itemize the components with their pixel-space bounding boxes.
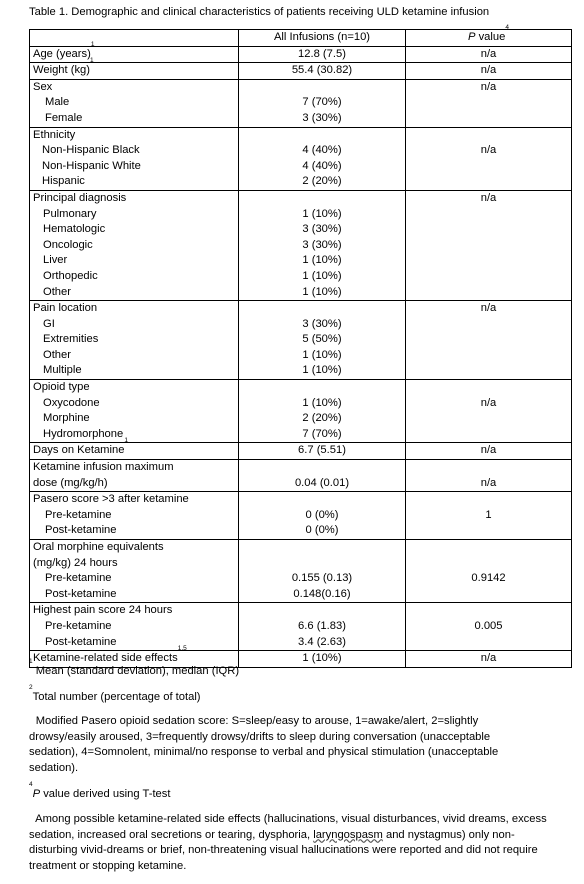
- row-label: Highest pain score 24 hours Pre-ketamine Post-ketamine: [30, 603, 239, 651]
- row-label: Ethnicity Non-Hispanic Black Non-Hispanic White Hispanic: [30, 127, 239, 190]
- row-p-value: n/a: [406, 380, 572, 443]
- table-row-pain-score: [30, 603, 572, 651]
- table-row-pain-location: [30, 301, 572, 380]
- row-label: Weight (kg)$^1$: [30, 63, 239, 80]
- header-empty-cell: [30, 30, 239, 47]
- row-label: Pain location GI Extremities Other Multiple: [30, 301, 239, 380]
- table-row-pasero-score: [30, 492, 572, 540]
- row-value: 0 (0%) 0 (0%): [239, 492, 406, 540]
- row-p-value: n/a: [406, 301, 572, 380]
- row-p-value: n/a: [406, 63, 572, 80]
- row-value: 6.6 (1.83) 3.4 (2.63): [239, 603, 406, 651]
- table-row-ethnicity: [30, 127, 572, 190]
- row-label: Pasero score >3 after ketamine Pre-ketamine Post-ketamine: [30, 492, 239, 540]
- footnote-1: $^1$ Mean (standard deviation), median (IQR): [29, 658, 240, 677]
- row-label: Opioid type Oxycodone Morphine Hydromorphone: [30, 380, 239, 443]
- row-label: Sex Male Female: [30, 79, 239, 127]
- row-value: 0.155 (0.13) 0.148(0.16): [239, 540, 406, 603]
- spellcheck-word: laryngospasm: [313, 828, 383, 841]
- row-value: 6.7 (5.51): [239, 443, 406, 460]
- row-p-value: n/a: [406, 46, 572, 63]
- row-label: Days on Ketamine$^1$: [30, 443, 239, 460]
- row-p-value: n/a: [406, 190, 572, 300]
- header-all-infusions: All Infusions (n=10): [239, 30, 406, 47]
- row-label: Principal diagnosis Pulmonary Hematologic Oncologic Liver Orthopedic Other: [30, 190, 239, 300]
- row-label: Ketamine-related side effects$^{1,5}$: [30, 651, 239, 668]
- table-row-oral-morphine: [30, 540, 572, 603]
- table-row-age: [30, 46, 572, 63]
- row-value: 55.4 (30.82): [239, 63, 406, 80]
- row-p-value: n/a: [406, 443, 572, 460]
- header-p-value: P value$^4$: [406, 30, 572, 47]
- row-p-value: n/a: [406, 651, 572, 668]
- row-value: 4 (40%) 4 (40%) 2 (20%): [239, 127, 406, 190]
- row-p-value: 0.005: [406, 603, 572, 651]
- row-value: 7 (70%) 3 (30%): [239, 79, 406, 127]
- row-value: 0.04 (0.01): [239, 460, 406, 492]
- table-header-row: [30, 30, 572, 47]
- row-value: 1 (10%) 3 (30%) 3 (30%) 1 (10%) 1 (10%) 1 (10%): [239, 190, 406, 300]
- row-label: Age (years)$^1$: [30, 46, 239, 63]
- row-p-value: n/a: [406, 79, 572, 127]
- table-row-max-dose: [30, 460, 572, 492]
- footnote-3: Modified Pasero opioid sedation score: S=sleep/easy to arouse, 1=awake/alert, 2=slightly drowsy/easily aroused, 3=frequently drowsy/drifts to sleep during conversation (unacceptable sedation), 4=Somnolent, minimal/no response to verbal and physical stimulation (unacceptable sedation).: [29, 715, 499, 774]
- table-row-diagnosis: [30, 190, 572, 300]
- row-label: Ketamine infusion maximum dose (mg/kg/h): [30, 460, 239, 492]
- row-p-value: 1: [406, 492, 572, 540]
- table-row-weight: [30, 63, 572, 80]
- table-title: Table 1. Demographic and clinical characteristics of patients receiving ULD ketamine infusion: [29, 6, 490, 18]
- table-row-days-on-ketamine: [30, 443, 572, 460]
- table-row-sex: [30, 79, 572, 127]
- footnote-4: $^4$P value derived using T-test: [29, 781, 171, 800]
- row-p-value: 0.9142: [406, 540, 572, 603]
- row-value: 12.8 (7.5): [239, 46, 406, 63]
- characteristics-table: [29, 24, 572, 668]
- row-label: Oral morphine equivalents (mg/kg) 24 hours Pre-ketamine Post-ketamine: [30, 540, 239, 603]
- footnote-5: Among possible ketamine-related side effects (hallucinations, visual disturbances, vivid dreams, excess sedation, increased oral secretions or tearing, dysphoria, laryngospasm and nystagmus) only non- disturbing vivid-dreams or brief, non-threatening visual hallucinations were reported and did not require treatment or stopping ketamine.: [29, 813, 547, 872]
- row-p-value: n/a: [406, 127, 572, 190]
- row-value: 1 (10%) 2 (20%) 7 (70%): [239, 380, 406, 443]
- row-p-value: n/a: [406, 460, 572, 492]
- table-row-opioid-type: [30, 380, 572, 443]
- row-value: 1 (10%): [239, 651, 406, 668]
- footnote-2: $^2$Total number (percentage of total): [29, 684, 201, 703]
- row-value: 3 (30%) 5 (50%) 1 (10%) 1 (10%): [239, 301, 406, 380]
